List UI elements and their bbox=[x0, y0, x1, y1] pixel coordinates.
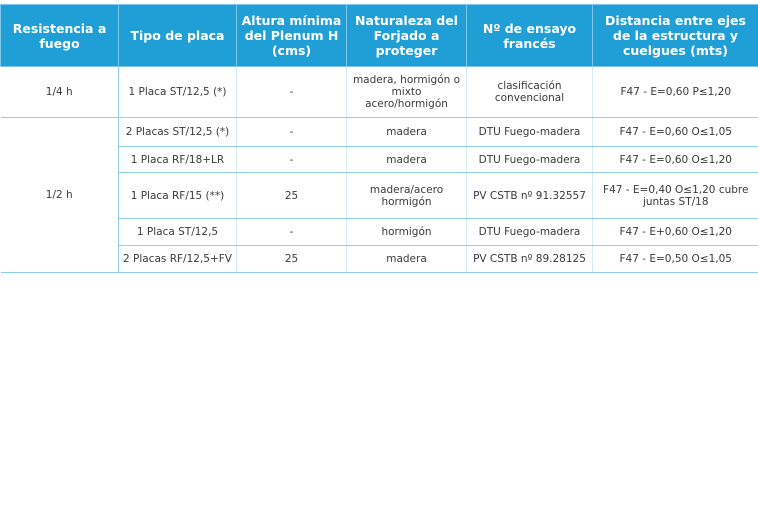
header-row bbox=[1, 5, 758, 67]
header-resistencia: Resistencia a fuego bbox=[1, 5, 119, 67]
cell-naturaleza: madera/acero hormigón bbox=[347, 173, 467, 219]
cell-ensayo: PV CSTB nº 89.28125 bbox=[467, 246, 593, 273]
header-tipo-placa: Tipo de placa bbox=[119, 5, 237, 67]
cell-distancia: F47 - E=0,60 P≤1,20 bbox=[593, 67, 758, 118]
cell-naturaleza: madera bbox=[347, 147, 467, 173]
cell-ensayo: PV CSTB nº 91.32557 bbox=[467, 173, 593, 219]
cell-distancia: F47 - E=0,60 O≤1,05 bbox=[593, 118, 758, 147]
cell-tipo: 2 Placas RF/12,5+FV bbox=[119, 246, 237, 273]
cell-ensayo: DTU Fuego-madera bbox=[467, 219, 593, 246]
cell-naturaleza: madera bbox=[347, 246, 467, 273]
cell-tipo: 1 Placa ST/12,5 (*) bbox=[119, 67, 237, 118]
cell-distancia: F47 - E=0,60 O≤1,20 bbox=[593, 147, 758, 173]
cell-altura: - bbox=[237, 147, 347, 173]
table-row bbox=[1, 67, 758, 118]
cell-altura: - bbox=[237, 67, 347, 118]
cell-altura: 25 bbox=[237, 246, 347, 273]
cell-ensayo: DTU Fuego-madera bbox=[467, 147, 593, 173]
cell-naturaleza: madera, hormigón o mixto acero/hormigón bbox=[347, 67, 467, 118]
cell-distancia: F47 - E=0,50 O≤1,05 bbox=[593, 246, 758, 273]
header-altura: Altura mínima del Plenum H (cms) bbox=[237, 5, 347, 67]
cell-naturaleza: madera bbox=[347, 118, 467, 147]
cell-ensayo: DTU Fuego-madera bbox=[467, 118, 593, 147]
group-cell-1-4h: 1/4 h bbox=[1, 67, 119, 118]
cell-distancia: F47 - E=0,40 O≤1,20 cubre juntas ST/18 bbox=[593, 173, 758, 219]
cell-distancia: F47 - E+0,60 O≤1,20 bbox=[593, 219, 758, 246]
cell-tipo: 1 Placa RF/15 (**) bbox=[119, 173, 237, 219]
fire-resistance-table bbox=[0, 4, 758, 273]
cell-tipo: 1 Placa ST/12,5 bbox=[119, 219, 237, 246]
cell-naturaleza: hormigón bbox=[347, 219, 467, 246]
cell-tipo: 1 Placa RF/18+LR bbox=[119, 147, 237, 173]
group-cell-1-2h: 1/2 h bbox=[1, 118, 119, 273]
header-naturaleza: Naturaleza del Forjado a proteger bbox=[347, 5, 467, 67]
cell-altura: - bbox=[237, 118, 347, 147]
header-distancia: Distancia entre ejes de la estructura y cuelgues (mts) bbox=[593, 5, 758, 67]
cell-altura: 25 bbox=[237, 173, 347, 219]
header-ensayo: Nº de ensayo francés bbox=[467, 5, 593, 67]
cell-altura: - bbox=[237, 219, 347, 246]
table-row bbox=[1, 118, 758, 147]
cell-tipo: 2 Placas ST/12,5 (*) bbox=[119, 118, 237, 147]
cell-ensayo: clasificación convencional bbox=[467, 67, 593, 118]
